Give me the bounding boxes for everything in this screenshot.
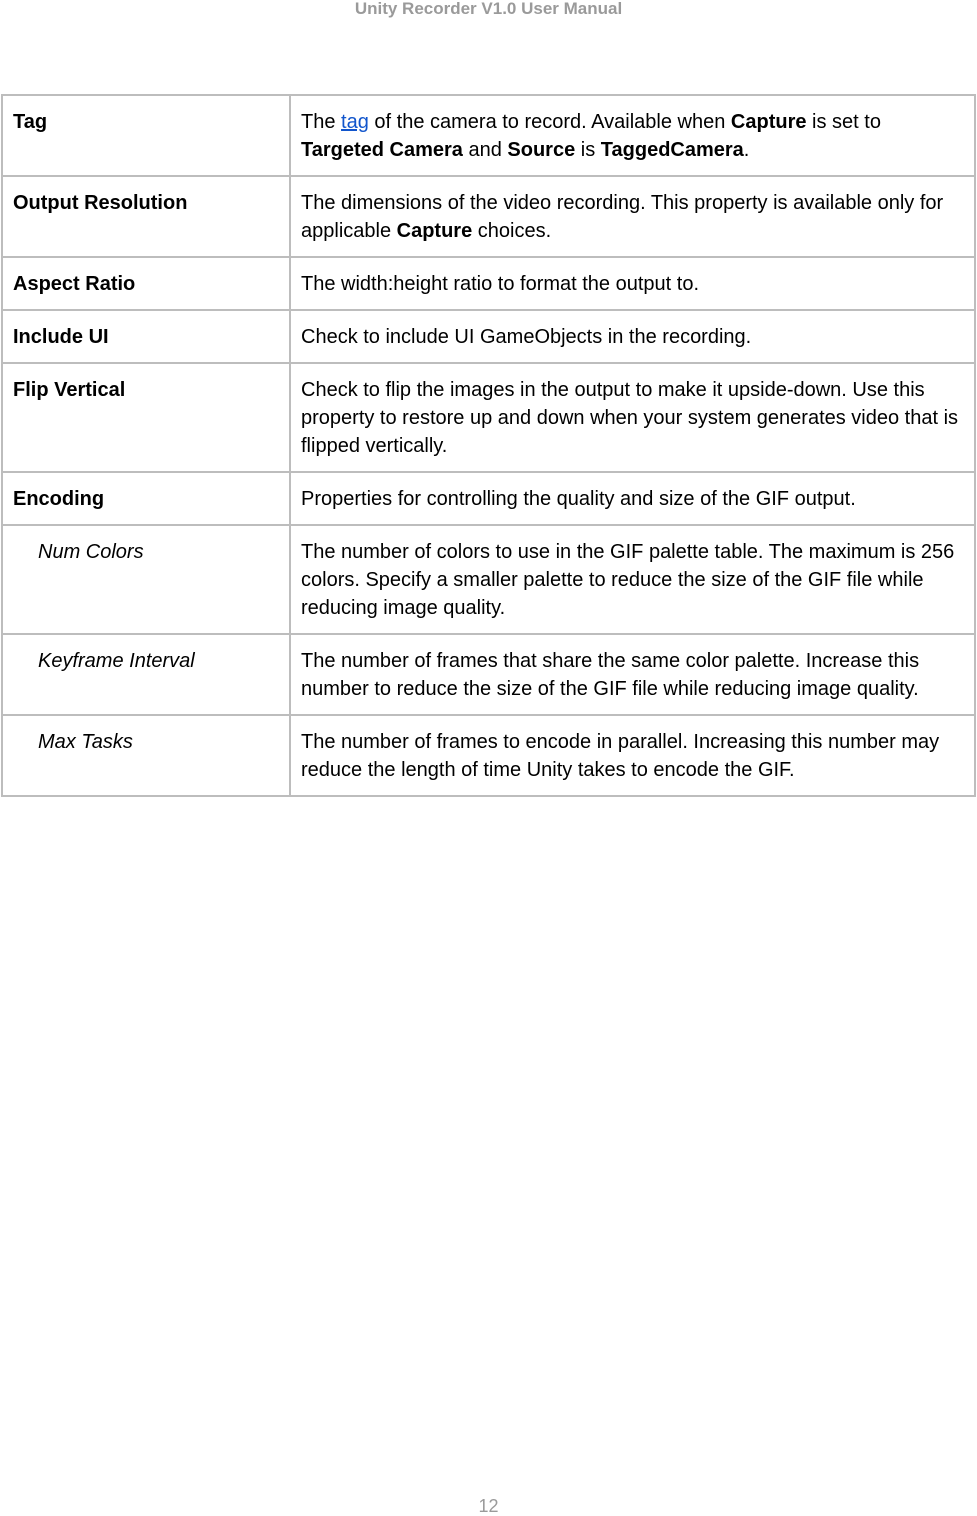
table-row bbox=[2, 95, 975, 176]
property-description bbox=[290, 176, 975, 257]
desc-text: is set to bbox=[806, 111, 881, 133]
property-description bbox=[290, 95, 975, 176]
desc-bold: Source bbox=[507, 139, 576, 161]
property-name: Tag bbox=[2, 95, 290, 176]
tag-link[interactable]: tag bbox=[341, 111, 369, 133]
desc-text: is bbox=[575, 139, 601, 161]
desc-bold: Capture bbox=[396, 220, 473, 242]
property-description: The number of frames to encode in parallel. Increasing this number may reduce the length of time Unity takes to encode the GIF. bbox=[290, 715, 975, 796]
table-row bbox=[2, 715, 975, 796]
desc-text: and bbox=[462, 139, 508, 161]
desc-text: of the camera to record. Available when bbox=[368, 111, 731, 133]
desc-text: The bbox=[301, 111, 342, 133]
table-row bbox=[2, 472, 975, 525]
table-row bbox=[2, 257, 975, 310]
desc-bold: TaggedCamera bbox=[600, 139, 744, 161]
property-name: Output Resolution bbox=[2, 176, 290, 257]
property-description: The number of colors to use in the GIF palette table. The maximum is 256 colors. Specify a smaller palette to reduce the size of the GIF file while reducing image quality. bbox=[290, 525, 975, 634]
page-header-title: Unity Recorder V1.0 User Manual bbox=[354, 0, 623, 18]
property-description: The number of frames that share the same color palette. Increase this number to reduce the size of the GIF file while reducing image quality. bbox=[290, 634, 975, 715]
subproperty-name: Num Colors bbox=[2, 525, 290, 634]
property-name: Flip Vertical bbox=[2, 363, 290, 472]
properties-table bbox=[1, 94, 976, 797]
table-row bbox=[2, 363, 975, 472]
page-number: 12 bbox=[478, 1496, 499, 1516]
property-name: Aspect Ratio bbox=[2, 257, 290, 310]
table-row bbox=[2, 176, 975, 257]
subproperty-name: Max Tasks bbox=[2, 715, 290, 796]
desc-bold: Capture bbox=[730, 111, 807, 133]
desc-text: . bbox=[743, 139, 750, 161]
table-row bbox=[2, 525, 975, 634]
property-description: Properties for controlling the quality and size of the GIF output. bbox=[290, 472, 975, 525]
desc-text: choices. bbox=[472, 220, 552, 242]
desc-bold: Targeted Camera bbox=[301, 139, 463, 161]
desc-text: The dimensions of the video recording. This property is available only for applicable bbox=[301, 192, 944, 242]
table-row bbox=[2, 634, 975, 715]
property-description: Check to flip the images in the output to make it upside-down. Use this property to restore up and down when your system generates video that is flipped vertically. bbox=[290, 363, 975, 472]
property-name: Include UI bbox=[2, 310, 290, 363]
subproperty-name: Keyframe Interval bbox=[2, 634, 290, 715]
property-description: The width:height ratio to format the output to. bbox=[290, 257, 975, 310]
property-name: Encoding bbox=[2, 472, 290, 525]
property-description: Check to include UI GameObjects in the recording. bbox=[290, 310, 975, 363]
table-row bbox=[2, 310, 975, 363]
